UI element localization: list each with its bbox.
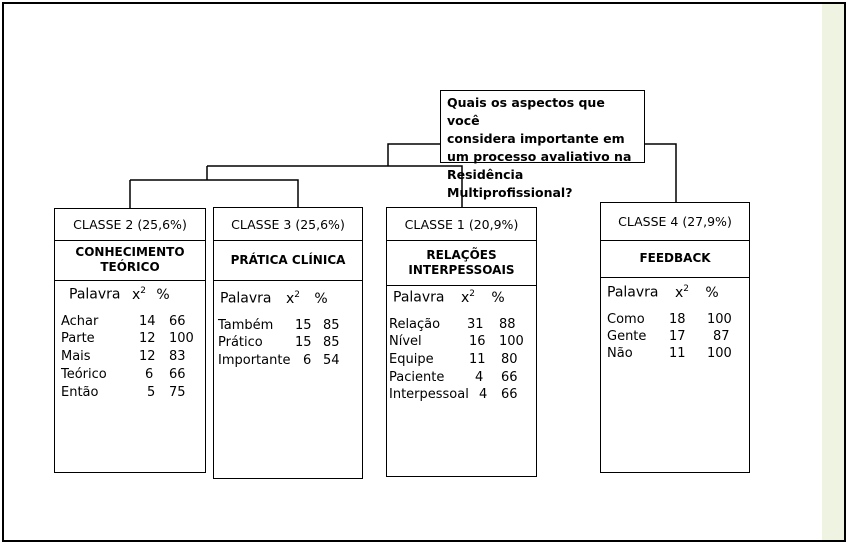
column-header [69,286,170,303]
class-title-line: TEÓRICO [100,260,160,274]
row-chi: 18 [669,312,686,327]
header-word: Palavra [607,284,659,301]
header-pct: % [491,289,505,306]
row-word: Relação [389,317,441,332]
question-line: Residência Multiprofissional? [447,167,573,200]
row-word: Nível [389,334,422,349]
row-pct: 87 [713,329,730,344]
row-chi: 14 [139,314,156,329]
row-chi: 4 [479,387,488,402]
row-pct: 100 [499,334,524,349]
connector-class2-class3 [130,180,298,207]
class-label: CLASSE 3 (25,6%) [214,208,362,241]
row-word: Teórico [61,367,107,382]
question-box [440,90,645,200]
column-header [607,284,719,301]
row-word: Como [607,312,645,327]
row-word: Achar [61,314,99,329]
row-pct: 54 [323,353,340,368]
column-header [393,289,505,306]
header-word: Palavra [69,286,121,303]
row-pct: 80 [501,352,518,367]
question-line: um processo avaliativo na [447,149,632,164]
header-pct: % [314,290,328,307]
class-title-line: FEEDBACK [639,251,711,265]
header-pct: % [705,284,719,301]
row-word: Paciente [389,370,445,385]
row-chi: 11 [469,352,486,367]
connector-split-upper [207,166,462,207]
row-pct: 100 [169,331,194,346]
row-word: Não [607,346,633,361]
row-pct: 100 [707,312,732,327]
class-label: CLASSE 1 (20,9%) [387,208,536,241]
class-title [55,240,205,281]
header-chi: x [131,286,141,303]
row-chi: 15 [295,318,312,333]
row-word: Mais [61,349,91,364]
row-pct: 100 [707,346,732,361]
header-chi-exp: 2 [140,286,146,296]
row-chi: 4 [475,370,484,385]
class-box-4 [600,202,750,473]
question-line: Quais os aspectos que você [447,95,605,128]
row-chi: 17 [669,329,686,344]
connector-question-left [388,144,440,166]
row-pct: 75 [169,385,186,400]
row-pct: 85 [323,318,340,333]
row-word: Então [61,385,99,400]
header-chi: x [285,290,295,307]
class-title [387,240,536,286]
header-word: Palavra [220,290,272,307]
row-word: Prático [218,335,263,350]
row-chi: 15 [295,335,312,350]
header-chi-exp: 2 [469,289,475,299]
class-label: CLASSE 2 (25,6%) [55,209,205,241]
row-word: Também [218,318,274,333]
row-pct: 88 [499,317,516,332]
row-chi: 31 [467,317,484,332]
class-title-line: PRÁTICA CLÍNICA [230,252,346,267]
header-chi-exp: 2 [294,290,300,300]
question-line: considera importante em [447,131,625,146]
class-box-3 [213,207,363,479]
row-chi: 12 [139,349,156,364]
class-title [601,240,749,278]
header-chi: x [460,289,470,306]
connector-question-class4 [645,144,676,202]
column-header [220,290,328,307]
class-title-line: CONHECIMENTO [75,245,185,259]
class-title-line: INTERPESSOAIS [408,262,515,277]
question-text [447,94,640,202]
row-chi: 6 [303,353,312,368]
header-pct: % [156,286,170,303]
header-chi-exp: 2 [683,284,689,294]
row-pct: 66 [169,367,186,382]
row-pct: 66 [501,387,518,402]
header-word: Palavra [393,289,445,306]
class-box-2 [54,208,206,473]
row-pct: 83 [169,349,186,364]
row-word: Gente [607,329,647,344]
row-pct: 66 [501,370,518,385]
row-chi: 11 [669,346,686,361]
row-chi: 5 [147,385,156,400]
row-chi: 12 [139,331,156,346]
class-box-1 [386,207,537,477]
row-chi: 6 [145,367,154,382]
row-word: Importante [218,353,291,368]
row-word: Interpessoal [389,387,469,402]
row-word: Parte [61,331,95,346]
class-title [214,240,362,281]
row-word: Equipe [389,352,434,367]
class-title-line: RELAÇÕES [426,247,497,262]
class-label: CLASSE 4 (27,9%) [601,203,749,241]
row-pct: 66 [169,314,186,329]
row-chi: 16 [469,334,486,349]
header-chi: x [674,284,684,301]
row-pct: 85 [323,335,340,350]
